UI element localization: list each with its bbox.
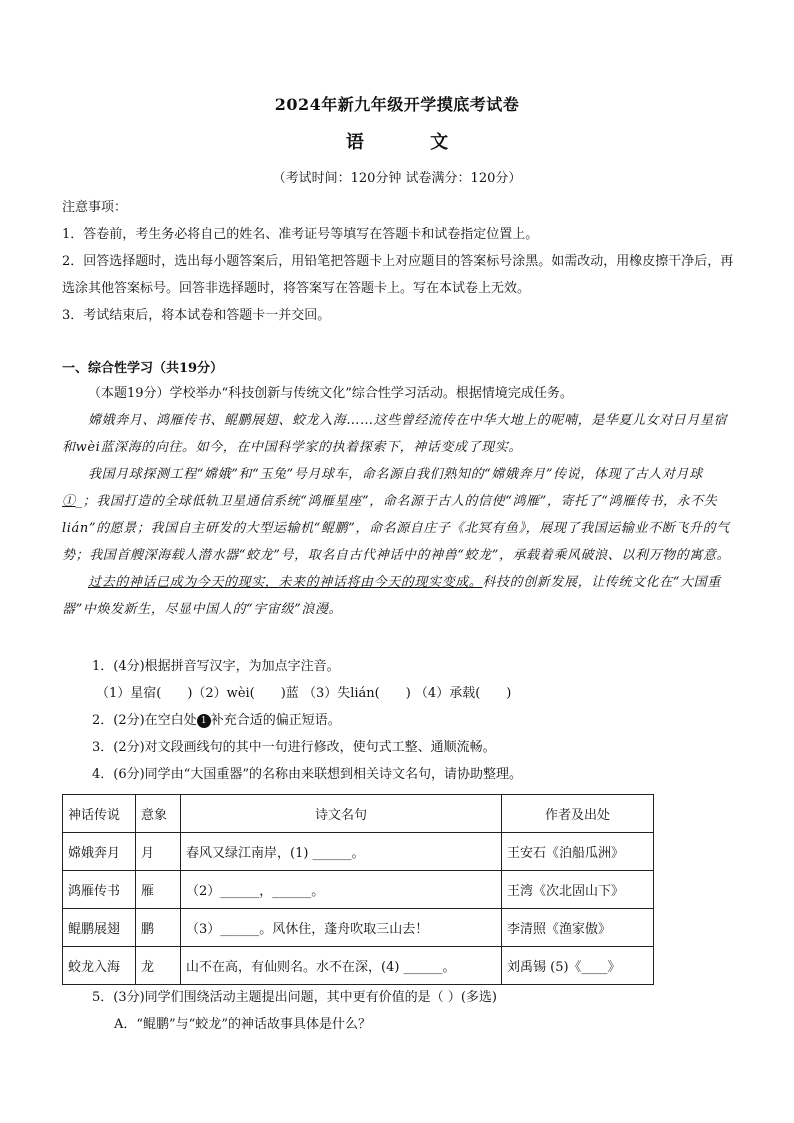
- question-2: [92, 707, 742, 734]
- section-heading: 一、综合性学习（共19分）: [62, 361, 224, 376]
- underlined-sentence: 过去的神话已成为今天的现实，未来的神话将由今天的现实变成。: [88, 575, 483, 590]
- passage-paragraph-2: [62, 461, 734, 569]
- blank-1-marker: ①: [62, 494, 76, 509]
- passage: [62, 407, 734, 623]
- question-5: 5．(3分)同学们围绕活动主题提出问题，其中更有价值的是（ ）(多选): [92, 990, 497, 1005]
- passage-text: 科技的创新发展，让传统文化在“大国重器”中焕发新生，尽显中国人的“宇宙级”浪漫。: [62, 575, 721, 617]
- table-cell: 龙: [136, 947, 181, 985]
- blank-1-marker: 1: [197, 714, 211, 728]
- exam-meta: （考试时间：120分钟 试卷满分：120分）: [272, 171, 522, 186]
- table-cell: 王湾《次北固山下》: [502, 871, 654, 909]
- question-3: 3．(2分)对文段画线句的其中一句进行修改，使句式工整、通顺流畅。: [92, 740, 496, 755]
- page-title: 2024年新九年级开学摸底考试卷: [274, 95, 520, 114]
- column-header: 诗文名句: [181, 795, 502, 833]
- table-header-row: [63, 795, 654, 833]
- table-cell: 李清照《渔家傲》: [502, 909, 654, 947]
- passage-text: _；我国打造的全球低轨卫星通信系统“鸿雁星座”，命名源于古人的信使“鸿雁”，寄托了“鸿雁传书，永不失lián”的愿景；我国自主研发的大型运输机“鲲鹏”，命名源自庄子《北冥有鱼》，展现了我国运输业不断飞升的气势；我国首艘深海载人潜水器“蛟龙”号，取名自古代神话中的神兽“蛟龙”，承载着乘风破浪、以利万物的寓意。: [62, 494, 731, 563]
- question-5-option-a: A．“鲲鹏”与“蛟龙”的神话故事具体是什么？: [114, 1017, 371, 1032]
- table-cell: 刘禹锡 (5)《____》: [502, 947, 654, 985]
- passage-text: 我国月球探测工程“嫦娥”和“玉兔”号月球车，命名源自我们熟知的“嫦娥奔月”传说，体现了古人对月球: [88, 467, 703, 482]
- table-cell: 鲲鹏展翅: [63, 909, 136, 947]
- section-intro: [62, 380, 734, 407]
- passage-paragraph-1: 嫦娥奔月、鸿雁传书、鲲鹏展翅、蛟龙入海……这些曾经流传在中华大地上的呢喃，是华夏儿女对日月星宿和wèi蓝深海的向往。如今，在中国科学家的执着探索下，神话变成了现实。: [62, 413, 728, 455]
- table-cell: 鹏: [136, 909, 181, 947]
- table-cell: （3）______。风休住，蓬舟吹取三山去！: [181, 909, 502, 947]
- questions-block: [92, 653, 742, 788]
- questions-block-2: [92, 984, 742, 1038]
- table-cell: 嫦娥奔月: [63, 833, 136, 871]
- column-header: 作者及出处: [502, 795, 654, 833]
- table-cell: 春风又绿江南岸，(1) ______。: [181, 833, 502, 871]
- table-cell: 雁: [136, 871, 181, 909]
- table-row: [63, 833, 654, 871]
- notes-heading: 注意事项：: [62, 200, 128, 215]
- question-4: 4．(6分)同学由“大国重器”的名称由来联想到相关诗文名句，请协助整理。: [92, 767, 522, 782]
- note-item: 1．答卷前，考生务必将自己的姓名、准考证号等填写在答题卡和试卷指定位置上。: [62, 227, 539, 242]
- table-cell: 山不在高，有仙则名。水不在深，(4) ______。: [181, 947, 502, 985]
- question-1: 1．(4分)根据拼音写汉字，为加点字注音。: [92, 659, 340, 674]
- table-cell: 蛟龙入海: [63, 947, 136, 985]
- table-row: [63, 871, 654, 909]
- table-cell: （2）______，______。: [181, 871, 502, 909]
- notes-section: [62, 194, 742, 329]
- question-text: 补充合适的偏正短语。: [210, 713, 341, 728]
- table-row: [63, 947, 654, 985]
- table-row: [63, 909, 654, 947]
- table-cell: 月: [136, 833, 181, 871]
- intro-text: （本题19分）学校举办“科技创新与传统文化”综合性学习活动。根据情境完成任务。: [88, 386, 573, 401]
- column-header: 神话传说: [63, 795, 136, 833]
- table-cell: 王安石《泊船瓜洲》: [502, 833, 654, 871]
- poem-table: [62, 794, 654, 985]
- question-1-items: （1）星宿( )（2）wèi( )蓝 （3）失lián( ) （4）承载( ): [96, 686, 512, 701]
- passage-paragraph-3: [62, 569, 734, 623]
- question-text: 2．(2分)在空白处: [92, 713, 197, 728]
- table-cell: 鸿雁传书: [63, 871, 136, 909]
- column-header: 意象: [136, 795, 181, 833]
- subject-title: 语 文: [345, 132, 479, 153]
- note-item: 3．考试结束后，将本试卷和答题卡一并交回。: [62, 308, 331, 323]
- note-item: 2．回答选择题时，选出每小题答案后，用铅笔把答题卡上对应题目的答案标号涂黑。如需改动，用橡皮擦干净后，再选涂其他答案标号。回答非选择题时，将答案写在答题卡上。写在本试卷上无效。: [62, 254, 734, 296]
